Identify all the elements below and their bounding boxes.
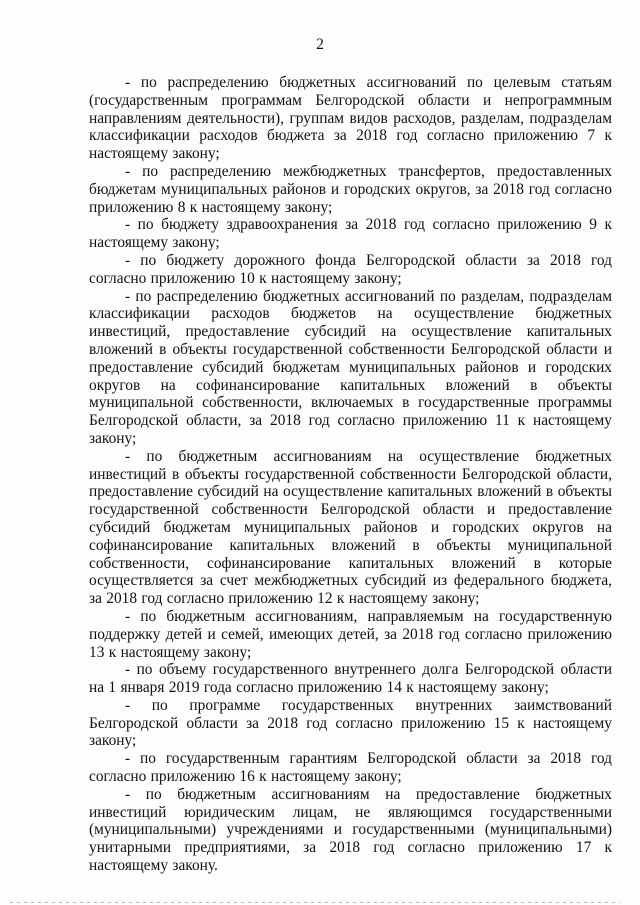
paragraph-appendix-15: - по программе государственных внутренних заимствований Белгородской области за 2018 год согласно приложению 15 к настоящему закону; xyxy=(89,696,612,750)
paragraph-appendix-16: - по государственным гарантиям Белгородской области за 2018 год согласно приложению 16 к настоящему закону; xyxy=(89,750,612,786)
paragraph-appendix-9: - по бюджету здравоохранения за 2018 год согласно приложению 9 к настоящему закону; xyxy=(89,216,612,252)
paragraph-appendix-13: - по бюджетным ассигнованиям, направляемым на государственную поддержку детей и семей, имеющих детей, за 2018 год согласно приложению 13 к настоящему закону; xyxy=(89,607,612,661)
paragraph-appendix-8: - по распределению межбюджетных трансфертов, предоставленных бюджетам муниципальных районов и городских округов, за 2018 год согласно приложению 8 к настоящему закону; xyxy=(89,162,612,216)
scan-edge-line xyxy=(10,902,620,903)
paragraph-appendix-12: - по бюджетным ассигнованиям на осуществление бюджетных инвестиций в объекты государственной собственности Белгородской области, предоставление субсидий на осуществление капитальных вложений в объекты государственной собственности Белгородской области и предоставление субсидий бюджетам муниципальных районов и городских округов на софинансирование капитальных вложений в объекты муниципальной собственности, софинансирование капитальных вложений в которые осуществляется за счет межбюджетных субсидий из федерального бюджета, за 2018 год согласно приложению 12 к настоящему закону; xyxy=(89,447,612,608)
paragraph-appendix-14: - по объему государственного внутреннего долга Белгородской области на 1 января 2019 года согласно приложению 14 к настоящему закону; xyxy=(89,661,612,697)
paragraph-appendix-10: - по бюджету дорожного фонда Белгородской области за 2018 год согласно приложению 10 к настоящему закону; xyxy=(89,251,612,287)
page-number: 2 xyxy=(316,36,324,53)
document-body xyxy=(89,74,612,875)
paragraph-appendix-17: - по бюджетным ассигнованиям на предоставление бюджетных инвестиций юридическим лицам, не являющимся государственными (муниципальными) учреждениями и государственными (муниципальными) унитарными предприятиями, за 2018 год согласно приложению 17 к настоящему закону. xyxy=(89,785,612,875)
paragraph-appendix-7: - по распределению бюджетных ассигнований по целевым статьям (государственным программам Белгородской области и непрограммным направлениям деятельности), группам видов расходов, разделам, подразделам классификации расходов бюджета за 2018 год согласно приложению 7 к настоящему закону; xyxy=(89,74,612,163)
paragraph-appendix-11: - по распределению бюджетных ассигнований по разделам, подразделам классификации расходов бюджетов на осуществление бюджетных инвестиций, предоставление субсидий на осуществление капитальных вложений в объекты государственной собственности Белгородской области и предоставление субсидий бюджетам муниципальных районов и городских округов на софинансирование капитальных вложений в объекты муниципальной собственности, включаемых в государственные программы Белгородской области, за 2018 год согласно приложению 11 к настоящему закону; xyxy=(89,287,612,447)
